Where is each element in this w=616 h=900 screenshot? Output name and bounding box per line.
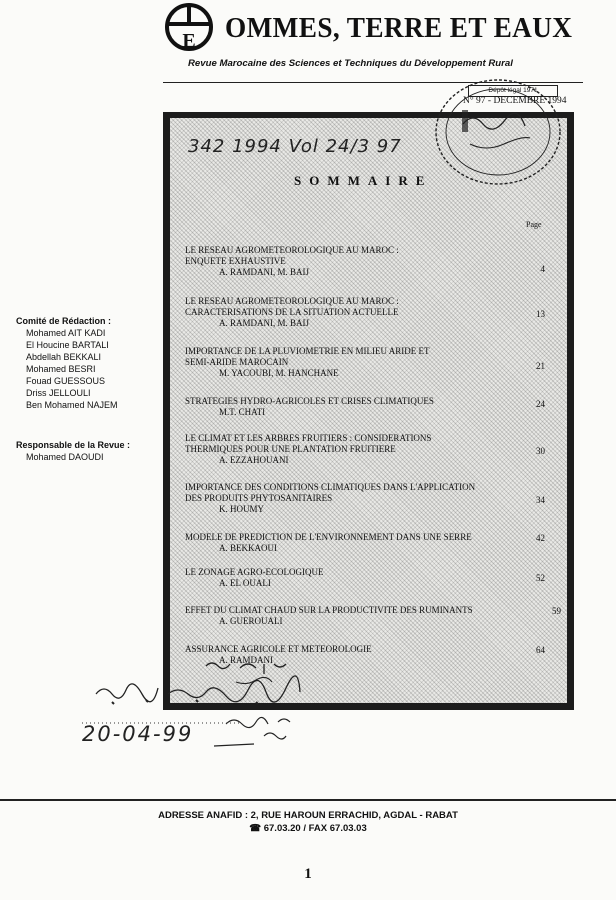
contents-title: SOMMAIRE bbox=[294, 173, 433, 188]
page-column-label: Page bbox=[526, 220, 542, 229]
footer-rule bbox=[0, 799, 616, 801]
entry-title-line: CARACTERISATIONS DE LA SITUATION ACTUELLE bbox=[185, 307, 399, 317]
entry-authors: A. GUEROUALI bbox=[219, 616, 283, 626]
entry-title-line: LE CLIMAT ET LES ARBRES FRUITIERS : CONSIDERATIONS bbox=[185, 433, 432, 443]
committee-member: Driss JELLOULI bbox=[26, 388, 91, 398]
committee-member: Mohamed BESRI bbox=[26, 364, 96, 374]
manager-heading: Responsable de la Revue : bbox=[16, 440, 131, 450]
svg-text:E: E bbox=[182, 30, 196, 52]
entry-title-line: EFFET DU CLIMAT CHAUD SUR LA PRODUCTIVITE DES RUMINANTS bbox=[185, 605, 473, 615]
handwritten-date: 20-04-99 bbox=[82, 722, 194, 746]
journal-title: OMMES, TERRE ET EAUX bbox=[225, 12, 573, 44]
contents-entry-1[interactable] bbox=[185, 245, 545, 278]
entry-authors: A. EL OUALI bbox=[219, 578, 271, 588]
manager-name: Mohamed DAOUDI bbox=[26, 452, 104, 462]
entry-title-line: LE ZONAGE AGRO-ECOLOGIQUE bbox=[185, 567, 324, 577]
entry-page: 52 bbox=[536, 573, 545, 583]
entry-authors: M.T. CHATI bbox=[219, 407, 266, 417]
entry-page: 59 bbox=[552, 606, 561, 616]
contents-entry-4[interactable] bbox=[185, 396, 545, 418]
entry-title-line: LE RESEAU AGROMETEOROLOGIQUE AU MAROC : bbox=[185, 245, 399, 255]
committee-member: El Houcine BARTALI bbox=[26, 340, 109, 350]
entry-page: 24 bbox=[536, 399, 545, 409]
contents-entry-7[interactable] bbox=[185, 532, 545, 554]
entry-page: 4 bbox=[540, 264, 545, 274]
legal-deposit-box: Dépôt légal 1971 bbox=[468, 85, 558, 97]
contents-entry-9[interactable] bbox=[185, 605, 561, 627]
entry-title-line: ASSURANCE AGRICOLE ET METEOROLOGIE bbox=[185, 644, 372, 654]
contents-entry-6[interactable] bbox=[185, 482, 545, 515]
footer-contact: ☎ 67.03.20 / FAX 67.03.03 bbox=[249, 823, 367, 834]
entry-title-line: IMPORTANCE DES CONDITIONS CLIMATIQUES DANS L'APPLICATION bbox=[185, 482, 476, 492]
issue-number: N° 97 - DECEMBRE 1994 bbox=[463, 96, 567, 106]
contents-entry-3[interactable] bbox=[185, 346, 545, 379]
committee-member: Mohamed AIT KADI bbox=[26, 328, 106, 338]
contents-entry-5[interactable] bbox=[185, 433, 545, 466]
entry-authors: A. BEKKAOUI bbox=[219, 543, 277, 553]
entry-authors: M. YACOUBI, M. HANCHANE bbox=[219, 368, 339, 378]
entry-title-line: DES PRODUITS PHYTOSANITAIRES bbox=[185, 493, 333, 503]
entry-title-line: LE RESEAU AGROMETEOROLOGIQUE AU MAROC : bbox=[185, 296, 399, 306]
committee-heading: Comité de Rédaction : bbox=[16, 316, 112, 326]
page-number: 1 bbox=[304, 866, 312, 882]
entry-title-line: SEMI-ARIDE MAROCAIN bbox=[185, 357, 289, 367]
entry-authors: A. RAMDANI, M. BAIJ bbox=[219, 318, 310, 328]
entry-page: 34 bbox=[536, 495, 545, 505]
journal-logo-icon bbox=[163, 2, 215, 52]
entry-page: 21 bbox=[536, 361, 545, 371]
library-stamp-icon bbox=[418, 74, 568, 192]
entry-authors: K. HOUMY bbox=[219, 504, 264, 514]
footer-address: ADRESSE ANAFID : 2, RUE HAROUN ERRACHID, AGDAL - RABAT bbox=[158, 810, 458, 821]
entry-page: 30 bbox=[536, 446, 545, 456]
entry-authors: A. EZZAHOUANI bbox=[219, 455, 289, 465]
committee-member: Abdellah BEKKALI bbox=[26, 352, 102, 362]
contents-entry-2[interactable] bbox=[185, 296, 545, 329]
entry-title-line: ENQUETE EXHAUSTIVE bbox=[185, 256, 286, 266]
entry-title-line: MODELE DE PREDICTION DE L'ENVIRONNEMENT DANS UNE SERRE bbox=[185, 532, 472, 542]
entry-page: 64 bbox=[536, 645, 545, 655]
entry-title-line: THERMIQUES POUR UNE PLANTATION FRUITIERE bbox=[185, 444, 396, 454]
committee-member: Fouad GUESSOUS bbox=[26, 376, 106, 386]
entry-page: 42 bbox=[536, 533, 545, 543]
journal-subtitle: Revue Marocaine des Sciences et Techniques du Développement Rural bbox=[188, 58, 513, 69]
entry-title-line: IMPORTANCE DE LA PLUVIOMETRIE EN MILIEU ARIDE ET bbox=[185, 346, 430, 356]
handwritten-reference: 342 1994 Vol 24/3 97 bbox=[188, 136, 402, 157]
contents-entry-8[interactable] bbox=[185, 567, 545, 589]
entry-authors: A. RAMDANI bbox=[219, 655, 273, 665]
committee-member: Ben Mohamed NAJEM bbox=[26, 400, 118, 410]
entry-authors: A. RAMDANI, M. BAIJ bbox=[219, 267, 310, 277]
entry-page: 13 bbox=[536, 309, 545, 319]
entry-title-line: STRATEGIES HYDRO-AGRICOLES ET CRISES CLIMATIQUES bbox=[185, 396, 434, 406]
